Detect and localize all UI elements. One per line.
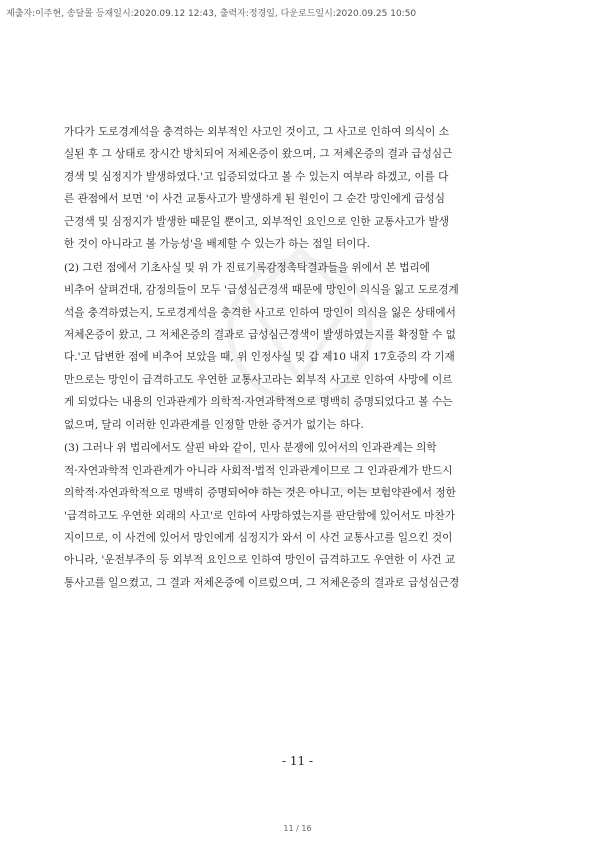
body-line-4: 른 관점에서 보면 '이 사건 교통사고가 발생하게 된 원인이 그 순간 망인에게 급성심 [64, 193, 446, 206]
body-line-21: 통사고를 일으켰고, 그 결과 저체온증에 이르렀으며, 그 저체온증의 결과로 급성심근경 [64, 576, 460, 589]
body-line-14: 없으며, 달리 이러한 인과관계를 인정할 만한 증거가 없기는 하다. [64, 418, 364, 431]
document-meta-header: 제출자:이주현, 송달몰 등재일시:2020.09.12 12:43, 출력자:정경일, 다운로드일시:2020.09.25 10:50 [6, 9, 417, 19]
body-line-2: 실된 후 그 상태로 장시간 방치되어 저체온증이 왔으며, 그 저체온증의 결과 급성심근 [64, 148, 453, 161]
page-counter: 11 / 16 [283, 824, 312, 833]
body-line-10: 저체온증이 왔고, 그 저체온증의 결과로 급성심근경색이 발생하였는지를 확정할 수 없 [64, 329, 456, 342]
body-line-8: 비추어 살펴건대, 감정의들이 모두 '급성심근경색 때문에 망인이 의식을 잃고 도로경계 [64, 284, 459, 297]
body-line-1: 가다가 도로경계석을 충격하는 외부적인 사고인 것이고, 그 사고로 인하여 의식이 소 [64, 126, 449, 138]
body-line-6: 한 것이 아니라고 볼 가능성'을 배제할 수 있는가 하는 점일 터이다. [64, 237, 371, 250]
body-line-7: (2) 그런 점에서 기초사실 및 위 가 진료기록감정촉탁결과들을 위에서 본 법리에 [64, 261, 430, 274]
body-line-18: '급격하고도 우연한 외래의 사고'로 인하여 사망하였는지를 판단함에 있어서도 마찬가 [64, 509, 455, 522]
body-line-12: 만으로는 망인이 급격하고도 우연한 교통사고라는 외부적 사고로 인하여 사망에 이르 [64, 373, 453, 386]
body-line-9: 석을 충격하였는지, 도로경계석을 충격한 사고로 인하여 망인이 의식을 잃은 상태에서 [64, 306, 456, 319]
body-line-13: 게 되었다는 내용의 인과관계가 의학적·자연과학적으로 명백히 증명되었다고 볼 수는 [64, 396, 453, 409]
body-line-3: 경색 및 심정지가 발생하였다.'고 입증되었다고 볼 수 있는지 여부라 하겠고, 이를 다 [64, 170, 449, 183]
body-line-5: 근경색 및 심정지가 발생한 때문일 뿐이고, 외부적인 요인으로 인한 교통사고가 발생 [64, 215, 449, 228]
body-line-16: 적·자연과학적 인과관계가 아니라 사회적·법적 인과관계이므로 그 인과관계가 반드시 [64, 464, 453, 477]
page-number: - 11 - [281, 754, 313, 768]
body-line-15: (3) 그러나 위 법리에서도 살핀 바와 같이, 민사 분쟁에 있어서의 인과관계는 의학 [64, 442, 437, 455]
body-line-20: 아니라, '운전부주의 등 외부적 요인으로 인하여 망인이 급격하고도 우연한 이 사건 교 [64, 554, 456, 567]
judgment-body [64, 121, 519, 594]
body-line-11: 다.'고 답변한 점에 비추어 보았을 때, 위 인정사실 및 갑 제10 내지 17호증의 각 기재 [64, 351, 455, 364]
body-line-17: 의학적·자연과학적으로 명백히 증명되어야 하는 것은 아니고, 이는 보험약관에서 정한 [64, 487, 456, 500]
body-line-19: 지이므로, 이 사건에 있어서 망인에게 심정지가 와서 이 사건 교통사고를 일으킨 것이 [64, 532, 453, 545]
